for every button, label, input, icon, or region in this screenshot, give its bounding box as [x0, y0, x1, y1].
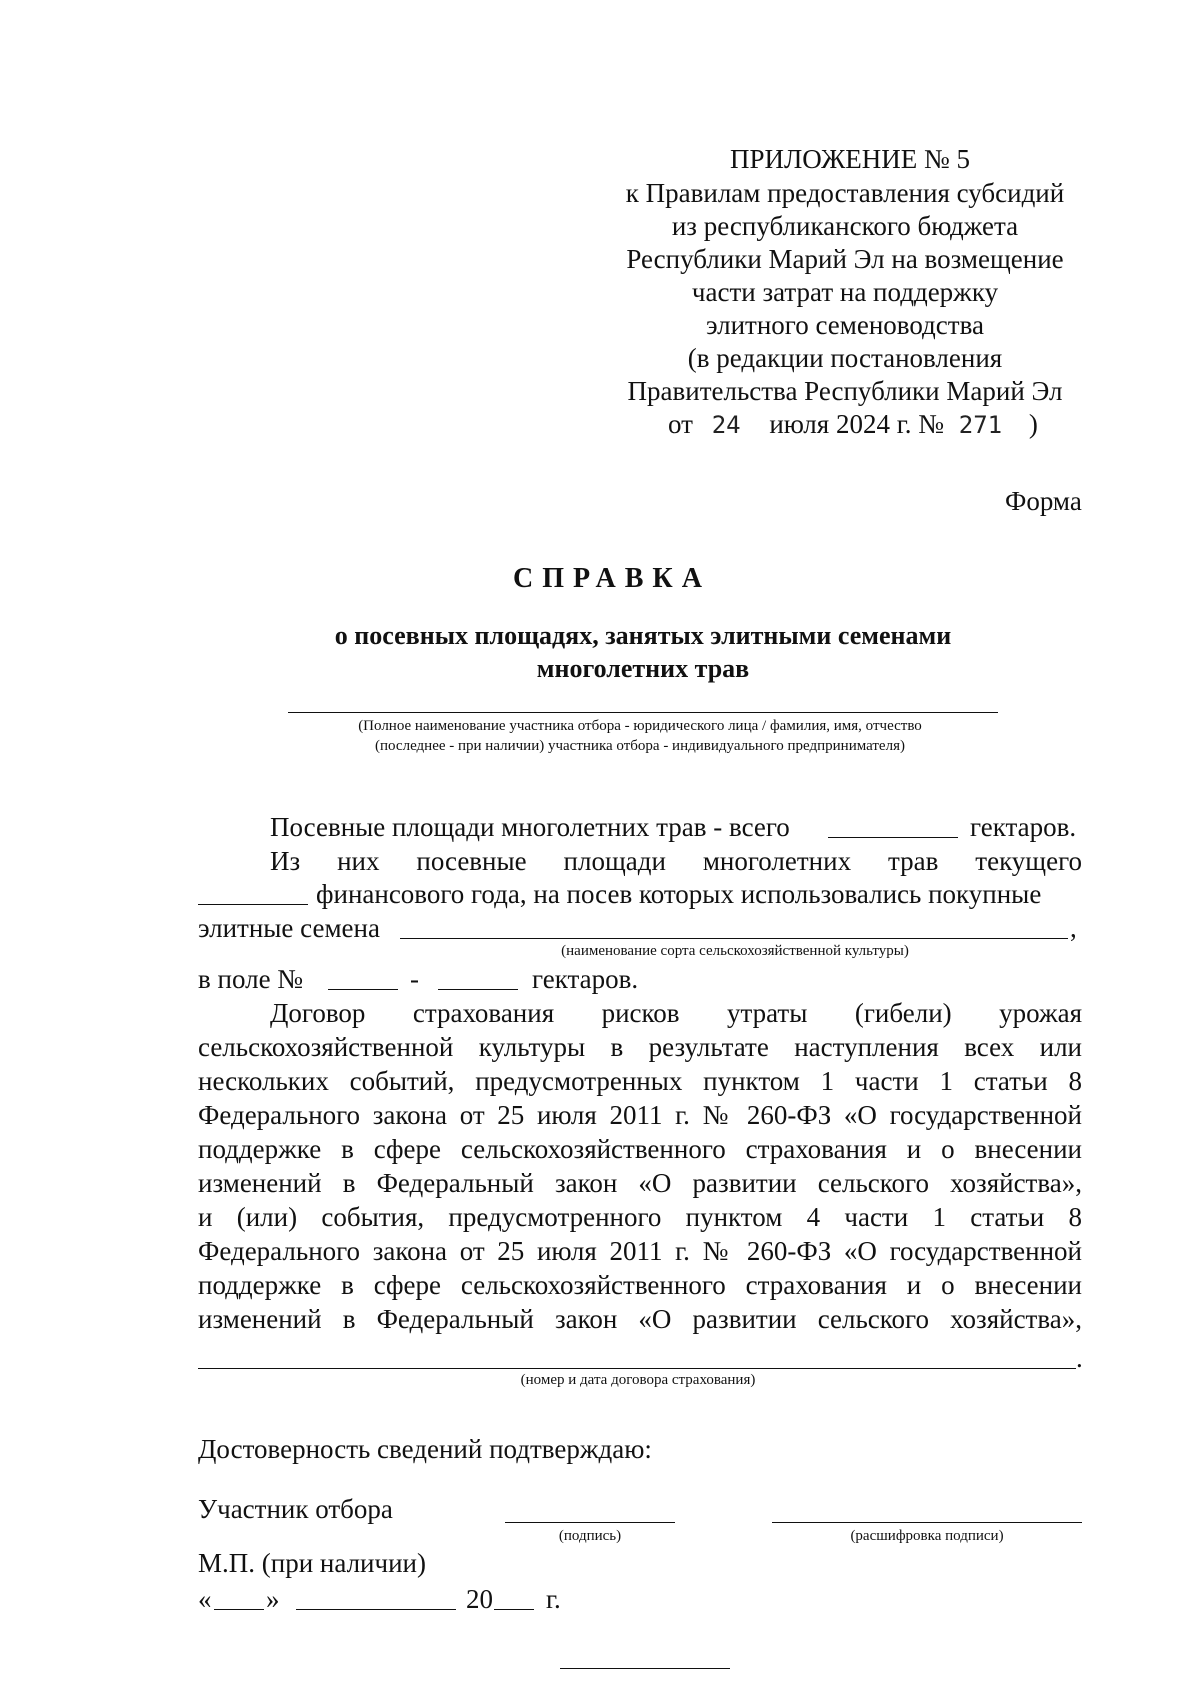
contract-line-2: сельскохозяйственной культуры в результате наступления всех или — [198, 1032, 1082, 1062]
field-label: в поле № — [198, 964, 304, 994]
contract-line-10: изменений в Федеральный закон «О развитии сельского хозяйства», — [198, 1304, 1082, 1334]
total-area-text: Посевные площади многолетних трав - всего — [270, 812, 790, 842]
participant-label: Участник отбора — [198, 1494, 393, 1524]
participant-caption-1: (Полное наименование участника отбора - юридического лица / фамилия, имя, отчество — [358, 718, 922, 734]
date-month-blank[interactable] — [296, 1609, 456, 1610]
signature-line[interactable] — [505, 1522, 675, 1523]
document-title: СПРАВКА — [513, 563, 711, 594]
date-number: 271 — [958, 411, 1003, 439]
field-number-blank[interactable] — [328, 989, 398, 990]
word: Из — [270, 846, 301, 876]
variety-blank[interactable] — [400, 938, 1068, 939]
header-line-5: элитного семеноводства — [706, 310, 984, 340]
word: трав — [888, 846, 939, 876]
contract-line-3: нескольких событий, предусмотренных пунктом 1 части 1 статьи 8 — [198, 1066, 1082, 1096]
total-area-blank[interactable] — [828, 837, 958, 838]
word: них — [337, 846, 380, 876]
contract-period: . — [1076, 1343, 1083, 1373]
paragraph-current-year-line1 — [270, 844, 1082, 878]
contract-line-6: изменений в Федеральный закон «О развитии сельского хозяйства», — [198, 1168, 1082, 1198]
paragraph-current-year-line2: финансового года, на посев которых использовались покупные — [316, 879, 1042, 909]
word: площади — [563, 846, 666, 876]
date-day: 24 — [711, 411, 741, 439]
date-open-quote: « — [198, 1584, 212, 1614]
variety-caption: (наименование сорта сельскохозяйственной культуры) — [561, 943, 909, 959]
date-mid: июля 2024 г. № — [769, 409, 944, 439]
elite-seeds-label: элитные семена — [198, 913, 380, 943]
header-line-3: Республики Марий Эл на возмещение — [626, 244, 1064, 274]
header-line-4: части затрат на поддержку — [691, 277, 999, 307]
date-prefix: от — [668, 409, 693, 439]
contract-line-1: Договор страхования рисков утраты (гибели) урожая — [270, 998, 1082, 1028]
year-blank[interactable] — [198, 904, 308, 905]
date-day-blank[interactable] — [214, 1609, 264, 1610]
contract-line-7: и (или) события, предусмотренного пунктом 4 части 1 статьи 8 — [198, 1202, 1082, 1232]
header-date-line — [668, 407, 1038, 443]
header-line-7: Правительства Республики Марий Эл — [627, 376, 1063, 406]
contract-caption: (номер и дата договора страхования) — [520, 1372, 756, 1388]
contract-line-4: Федерального закона от 25 июля 2011 г. № 260-ФЗ «О государственной — [198, 1100, 1082, 1130]
signature-caption: (подпись) — [558, 1528, 622, 1544]
confirm-text: Достоверность сведений подтверждаю: — [198, 1434, 652, 1464]
form-label: Форма — [1005, 486, 1082, 516]
date-year-suffix: г. — [546, 1584, 561, 1614]
document-subtitle-2: многолетних трав — [536, 654, 750, 683]
header-line-2: из республиканского бюджета — [671, 211, 1019, 241]
word: многолетних — [702, 846, 852, 876]
document-subtitle-1: о посевных площадях, занятых элитными семенами — [334, 621, 952, 650]
stamp-label: М.П. (при наличии) — [198, 1548, 426, 1578]
header-line-6: (в редакции постановления — [687, 343, 1003, 373]
variety-comma: , — [1070, 913, 1077, 943]
word: текущего — [975, 846, 1082, 876]
appendix-title: ПРИЛОЖЕНИЕ № 5 — [729, 144, 971, 174]
field-area-blank[interactable] — [438, 989, 518, 990]
participant-caption-2: (последнее - при наличии) участника отбора - индивидуального предпринимателя) — [375, 738, 905, 754]
date-year-prefix: 20 — [466, 1584, 493, 1614]
word: посевные — [416, 846, 527, 876]
header-line-1: к Правилам предоставления субсидий — [625, 178, 1065, 208]
participant-name-line[interactable] — [288, 712, 998, 713]
field-dash: - — [410, 964, 419, 994]
contract-line-9: поддержке в сфере сельскохозяйственного страхования и о внесении — [198, 1270, 1082, 1300]
decode-caption: (расшифровка подписи) — [850, 1528, 1004, 1544]
date-close-quote: » — [266, 1584, 280, 1614]
contract-line-8: Федерального закона от 25 июля 2011 г. № 260-ФЗ «О государственной — [198, 1236, 1082, 1266]
contract-line-5: поддержке в сфере сельскохозяйственного страхования и о внесении — [198, 1134, 1082, 1164]
end-rule — [560, 1668, 730, 1669]
total-area-unit: гектаров. — [970, 812, 1077, 842]
field-unit: гектаров. — [532, 964, 639, 994]
date-suffix: ) — [1028, 409, 1038, 439]
contract-blank[interactable] — [198, 1368, 1076, 1369]
paragraph-total-area — [270, 810, 790, 844]
signature-decode-line[interactable] — [772, 1522, 1082, 1523]
date-year-blank[interactable] — [494, 1609, 534, 1610]
